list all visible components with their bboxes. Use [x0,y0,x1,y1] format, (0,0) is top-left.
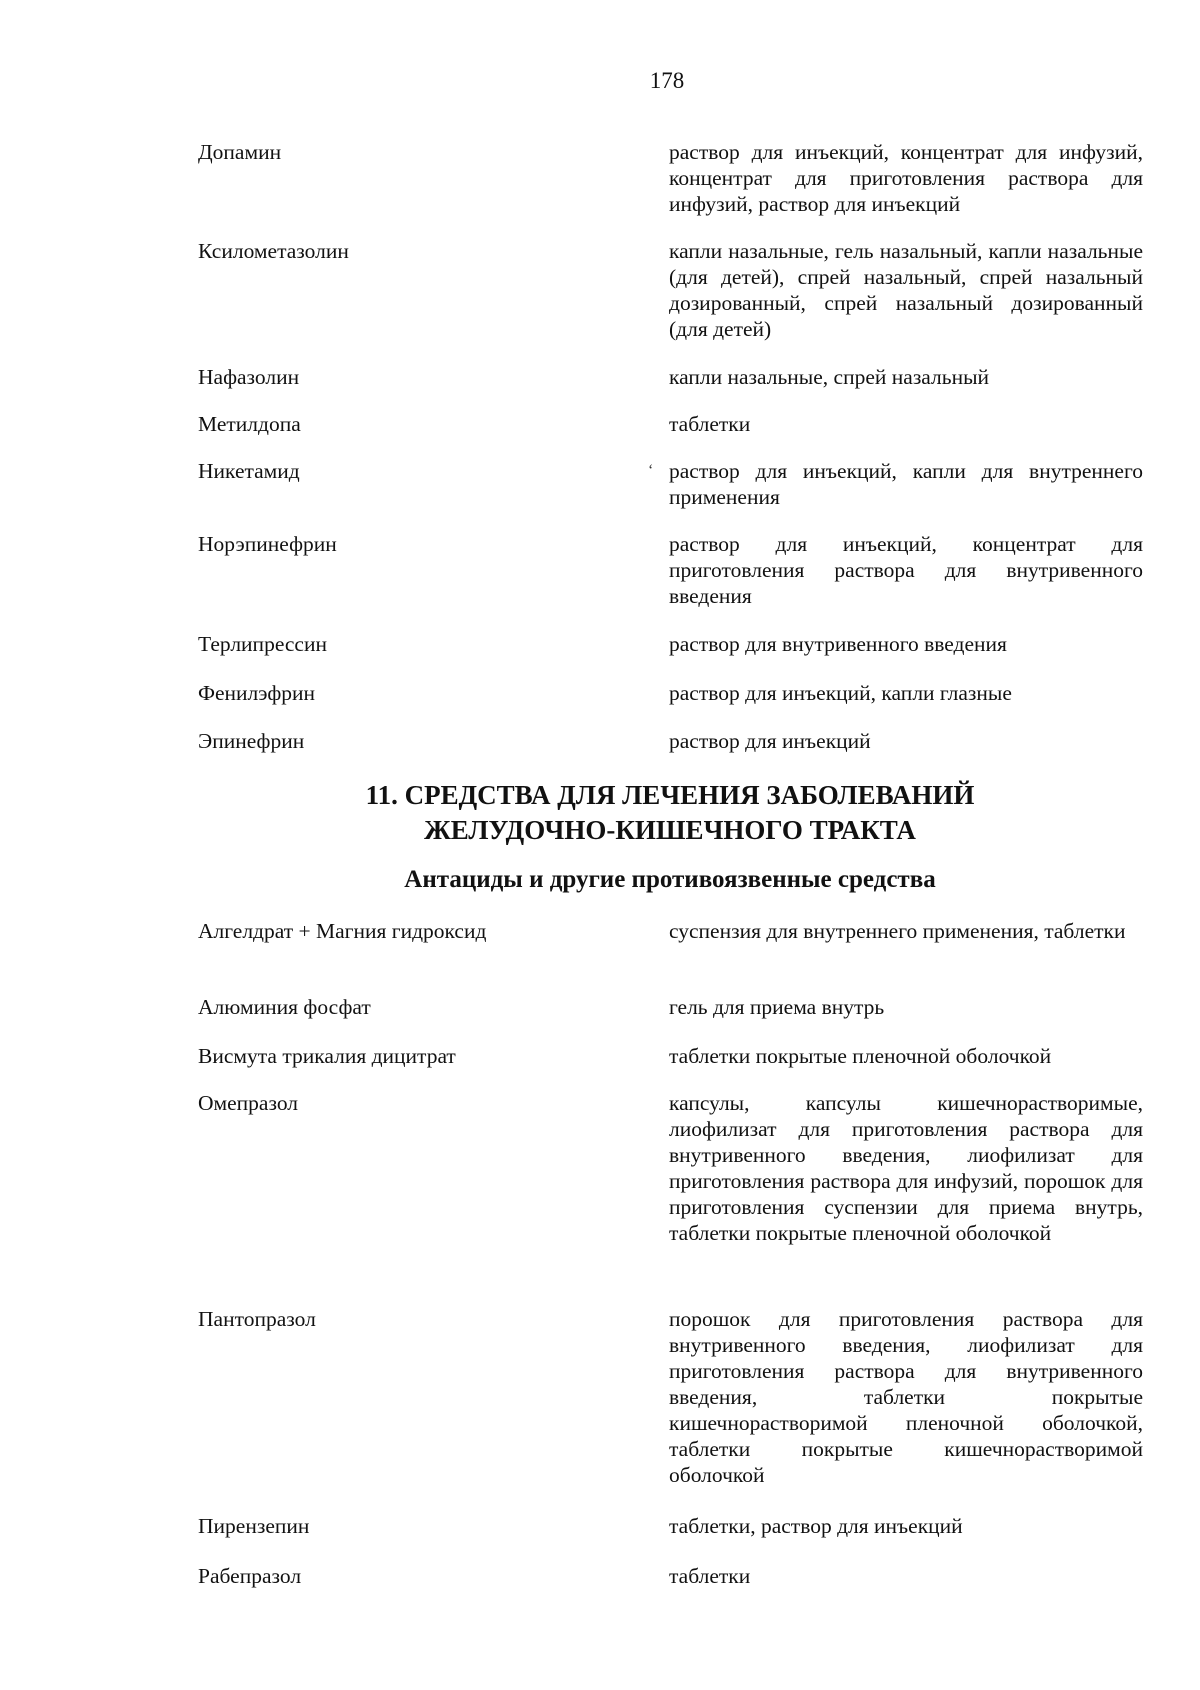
drug-name-xylometazoline: Ксилометазолин [198,239,349,263]
page-number: 178 [649,68,685,93]
dosage-form-omeprazole: капсулы, капсулы кишечнорастворимые, лиофилизат для приготовления раствора для внутривенного введения, лиофилизат для приготовления раствора для инфузий, порошок для приготовления суспензии для приема внутрь, таблетки покрытые пленочной оболочкой [669,1091,1143,1245]
dosage-form-dopamine: раствор для инъекций, концентрат для инфузий, концентрат для приготовления раствора для инфузий, раствор для инъекций [669,140,1143,216]
dosage-form-epinephrine: раствор для инъекций [669,729,871,753]
subsection-title: Антациды и другие противоязвенные средства [404,866,936,893]
drug-name-pantoprazole: Пантопразол [198,1307,316,1331]
dosage-form-xylometazoline: капли назальные, гель назальный, капли назальные (для детей), спрей назальный, спрей назальный дозированный, спрей назальный дозированный (для детей) [669,239,1143,341]
drug-name-omeprazole: Омепразол [198,1091,299,1115]
drug-name-methyldopa: Метилдопа [198,412,301,436]
dosage-form-terlipressin: раствор для внутривенного введения [669,632,1007,656]
dosage-form-phenylephrine: раствор для инъекций, капли глазные [669,681,1012,705]
dosage-form-methyldopa: таблетки [669,412,751,436]
drug-name-terlipressin: Терлипрессин [198,632,327,656]
drug-name-dopamine: Допамин [198,140,282,164]
section-title-line-2: ЖЕЛУДОЧНО-КИШЕЧНОГО ТРАКТА [424,815,916,845]
drug-name-algeldrate-magnesium: Алгелдрат + Магния гидроксид [198,919,487,943]
drug-name-naphazoline: Нафазолин [198,365,300,389]
drug-name-aluminium-phosphate: Алюминия фосфат [198,995,371,1019]
dosage-form-naphazoline: капли назальные, спрей назальный [669,365,990,389]
drug-name-rabeprazole: Рабепразол [198,1564,302,1588]
section-title-line-1: 11. СРЕДСТВА ДЛЯ ЛЕЧЕНИЯ ЗАБОЛЕВАНИЙ [365,780,975,810]
dosage-form-norepinephrine: раствор для инъекций, концентрат для приготовления раствора для внутривенного введения [669,532,1143,608]
drug-name-phenylephrine: Фенилэфрин [198,681,316,705]
drug-name-nikethamide: Никетамид [198,459,300,483]
dosage-form-algeldrate-magnesium: суспензия для внутреннего применения, таблетки [669,919,1126,943]
drug-name-pirenzepine: Пирензепин [198,1514,310,1538]
dosage-form-rabeprazole: таблетки [669,1564,751,1588]
drug-name-bismuth: Висмута трикалия дицитрат [198,1044,456,1068]
dosage-form-pantoprazole: порошок для приготовления раствора для внутривенного введения, лиофилизат для приготовления раствора для внутривенного введения, таблетки покрытые кишечнорастворимой пленочной оболочкой, таблетки покрытые кишечнорастворимой оболочкой [669,1307,1143,1487]
dosage-form-nikethamide: раствор для инъекций, капли для внутреннего применения [669,459,1143,509]
dosage-form-pirenzepine: таблетки, раствор для инъекций [669,1514,963,1538]
dosage-form-bismuth: таблетки покрытые пленочной оболочкой [669,1044,1052,1068]
drug-name-epinephrine: Эпинефрин [198,729,305,753]
scan-speck: ‘ [648,462,654,479]
section-title [250,778,1090,848]
drug-name-norepinephrine: Норэпинефрин [198,532,337,556]
dosage-form-aluminium-phosphate: гель для приема внутрь [669,995,885,1019]
